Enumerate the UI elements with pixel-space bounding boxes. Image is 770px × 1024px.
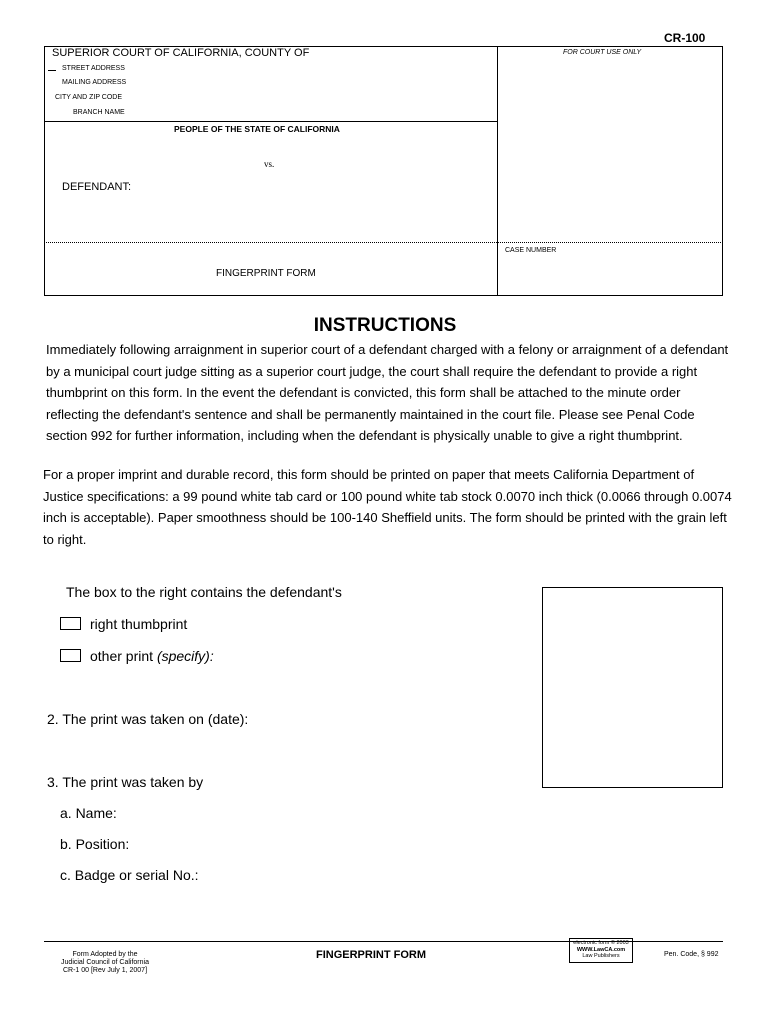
- name-label: a. Name:: [60, 805, 117, 821]
- branch-name-label: BRANCH NAME: [73, 109, 125, 116]
- caption-divider-vertical: [497, 46, 498, 296]
- badge-line-3: Law Publishers: [582, 953, 620, 959]
- publisher-badge: [569, 938, 633, 963]
- badge-line-2: WWW.LawCA.com: [576, 946, 626, 953]
- other-print-specify: (specify):: [156, 648, 214, 664]
- form-adopted-note: [40, 951, 170, 975]
- other-print-checkbox[interactable]: [60, 649, 81, 662]
- caption-divider-court: [44, 121, 497, 122]
- adopted-line-1: Form Adopted by the: [72, 951, 138, 958]
- print-date-label: 2. The print was taken on (date):: [47, 711, 249, 727]
- instructions-heading: INSTRUCTIONS: [313, 315, 457, 336]
- instructions-paragraph-1: Immediately following arraignment in superior court of a defendant charged with a felony or arraignment of a defendant by a municipal court judge sitting as a superior court judge, the court shall require the defendant to provide a right thumbprint on this form. In the event the defendant is convicted, this form shall be attached to the minute order reflecting the defendant's sentence and shall be permanently maintained in the court file. Please see Penal Code section 992 for further information, including when the defendant is physically unable to give a right thumbprint.: [46, 342, 729, 443]
- adopted-line-2: Judicial Council of California: [61, 959, 149, 966]
- instructions-paragraph-2: For a proper imprint and durable record, this form should be printed on paper that meets California Department of Justice specifications: a 99 pound white tab card or 100 pound white tab stock 0.0070 inch thick (0.0066 through 0.0074 inch is acceptable). Paper smoothness should be 100-140 Sheffield units. The form should be printed with the grain left to right.: [43, 467, 732, 547]
- caption-box: [44, 46, 723, 296]
- caption-divider-case: [44, 242, 723, 243]
- adopted-line-3: CR-1 00 [Rev July 1, 2007]: [62, 967, 148, 974]
- caption-form-title: FINGERPRINT FORM: [216, 268, 316, 279]
- street-address-label: STREET ADDRESS: [62, 65, 125, 72]
- badge-serial-label: c. Badge or serial No.:: [60, 867, 199, 883]
- defendant-label: DEFENDANT:: [62, 181, 132, 193]
- plaintiff-label: PEOPLE OF THE STATE OF CALIFORNIA: [174, 124, 340, 134]
- footer-form-title: FINGERPRINT FORM: [316, 949, 426, 961]
- form-number: CR-100: [664, 31, 706, 45]
- city-zip-label: CITY AND ZIP CODE: [55, 94, 123, 101]
- versus-label: vs.: [264, 159, 275, 169]
- address-tick: [48, 70, 56, 71]
- penal-code-reference: Pen. Code, § 992: [664, 951, 719, 958]
- fingerprint-box: [542, 587, 723, 788]
- other-print-label: [90, 648, 214, 664]
- print-taken-by-label: 3. The print was taken by: [47, 774, 204, 790]
- mailing-address-label: MAILING ADDRESS: [62, 79, 127, 86]
- case-number-label: CASE NUMBER: [505, 247, 557, 254]
- position-label: b. Position:: [60, 836, 130, 852]
- right-thumbprint-checkbox[interactable]: [60, 617, 81, 630]
- print-box-caption: The box to the right contains the defendant's: [66, 584, 342, 600]
- other-print-text: other print: [90, 648, 154, 664]
- court-title: SUPERIOR COURT OF CALIFORNIA, COUNTY OF: [52, 47, 310, 59]
- badge-line-1: electronic form © 2003: [573, 940, 629, 946]
- court-use-label: FOR COURT USE ONLY: [563, 49, 642, 56]
- right-thumbprint-label: right thumbprint: [90, 616, 188, 632]
